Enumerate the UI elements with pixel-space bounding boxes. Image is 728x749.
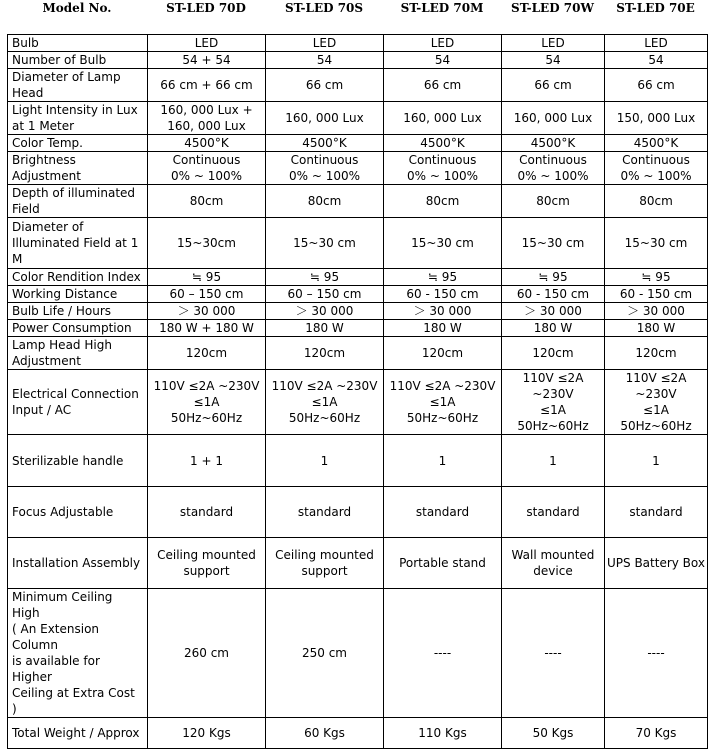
row-label: [8, 269, 148, 286]
cell-value: 120cm: [635, 346, 677, 360]
table-cell: [266, 435, 384, 487]
table-cell: [148, 718, 266, 749]
table-cell: [384, 589, 502, 718]
table-cell: [148, 435, 266, 487]
table-row: [8, 135, 708, 152]
row-label-text: Total Weight / Approx: [12, 726, 140, 740]
table-cell: [502, 135, 605, 152]
row-label: [8, 303, 148, 320]
row-label: [8, 102, 148, 135]
table-cell: [502, 337, 605, 370]
row-label: [8, 320, 148, 337]
cell-value: Ceiling mounted support: [157, 548, 256, 578]
table-cell: [266, 303, 384, 320]
table-cell: [148, 320, 266, 337]
cell-value: 4500°K: [633, 136, 679, 150]
table-row: [8, 487, 708, 538]
table-row: [8, 218, 708, 269]
cell-value: Continuous 0% ~ 100%: [517, 153, 589, 183]
table-cell: [384, 718, 502, 749]
table-row: [8, 370, 708, 435]
cell-value: 180 W + 180 W: [159, 321, 254, 335]
table-cell: [605, 435, 708, 487]
row-label: [8, 52, 148, 69]
row-label: [8, 337, 148, 370]
cell-value: 260 cm: [183, 646, 229, 660]
cell-value: ＞ 30 000: [177, 304, 236, 318]
table-cell: [384, 69, 502, 102]
table-cell: [384, 152, 502, 185]
table-cell: [605, 185, 708, 218]
table-cell: [148, 52, 266, 69]
cell-value: 180 W: [533, 321, 573, 335]
table-cell: [266, 269, 384, 286]
row-label: [8, 135, 148, 152]
cell-value: LED: [430, 36, 455, 50]
cell-value: ＞ 30 000: [627, 304, 685, 318]
table-cell: [384, 286, 502, 303]
model-number-heading: Model No.: [42, 1, 112, 15]
cell-value: 60 - 150 cm: [619, 287, 693, 301]
table-cell: [384, 102, 502, 135]
row-label: [8, 538, 148, 589]
cell-value: Continuous 0% ~ 100%: [406, 153, 479, 183]
row-label-text: Minimum Ceiling High ( An Extension Column is available for Higher Ceiling at Extra Cost ): [12, 590, 135, 716]
model-heading: ST-LED 70D: [166, 1, 246, 15]
table-row: [8, 185, 708, 218]
cell-value: 15~30 cm: [411, 236, 474, 250]
cell-value: ≒ 95: [641, 270, 671, 284]
row-label: [8, 370, 148, 435]
row-label: [8, 152, 148, 185]
table-cell: [502, 35, 605, 52]
table-cell: [148, 487, 266, 538]
table-cell: [148, 286, 266, 303]
table-cell: [502, 102, 605, 135]
row-label-text: Power Consumption: [12, 321, 132, 335]
row-label-text: Focus Adjustable: [12, 505, 114, 519]
row-label-text: Bulb: [12, 36, 39, 50]
table-cell: [502, 152, 605, 185]
table-cell: [502, 52, 605, 69]
cell-value: 180 W: [423, 321, 462, 335]
cell-value: 80cm: [307, 194, 342, 208]
table-cell: [384, 185, 502, 218]
cell-value: 4500°K: [302, 136, 347, 150]
table-cell: [605, 370, 708, 435]
row-label: [8, 435, 148, 487]
table-cell: [502, 435, 605, 487]
table-cell: [266, 370, 384, 435]
table-cell: [266, 487, 384, 538]
cell-value: 160, 000 Lux + 160, 000 Lux: [160, 103, 253, 133]
cell-value: 60 – 150 cm: [287, 287, 362, 301]
table-cell: [502, 538, 605, 589]
table-cell: [384, 435, 502, 487]
cell-value: 180 W: [305, 321, 344, 335]
cell-value: 110V ≤2A ~230V ≤1A 50Hz~60Hz: [389, 379, 496, 425]
cell-value: standard: [526, 505, 580, 519]
cell-value: Ceiling mounted support: [275, 548, 374, 578]
cell-value: 120cm: [532, 346, 574, 360]
table-cell: [502, 218, 605, 269]
cell-value: 60 - 150 cm: [516, 287, 590, 301]
model-heading: ST-LED 70W: [511, 1, 594, 15]
row-label-text: Electrical Connection Input / AC: [12, 387, 139, 417]
cell-value: 15~30 cm: [624, 236, 688, 250]
cell-value: LED: [194, 36, 219, 50]
table-cell: [266, 337, 384, 370]
cell-value: 120cm: [421, 346, 464, 360]
cell-value: 120cm: [185, 346, 228, 360]
table-cell: [605, 487, 708, 538]
cell-value: ＞ 30 000: [413, 304, 472, 318]
table-cell: [148, 152, 266, 185]
table-row: [8, 435, 708, 487]
cell-value: 150, 000 Lux: [616, 111, 696, 125]
cell-value: 110V ≤2A ~230V ≤1A 50Hz~60Hz: [153, 379, 260, 425]
table-cell: [502, 185, 605, 218]
cell-value: 80cm: [425, 194, 460, 208]
cell-value: 54: [545, 53, 561, 67]
table-row: [8, 589, 708, 718]
table-cell: [266, 152, 384, 185]
cell-value: LED: [644, 36, 668, 50]
table-row: [8, 152, 708, 185]
cell-value: 120cm: [303, 346, 346, 360]
table-header: [0, 0, 728, 34]
cell-value: standard: [179, 505, 234, 519]
table-cell: [266, 538, 384, 589]
table-cell: [605, 135, 708, 152]
cell-value: 50 Kgs: [532, 726, 574, 740]
cell-value: ----: [647, 646, 665, 660]
table-cell: [384, 35, 502, 52]
cell-value: 66 cm: [534, 78, 572, 92]
cell-value: 60 Kgs: [304, 726, 345, 740]
cell-value: Continuous 0% ~ 100%: [288, 153, 361, 183]
row-label: [8, 487, 148, 538]
table-row: [8, 69, 708, 102]
row-label-text: Depth of illuminated Field: [12, 186, 136, 216]
table-cell: [266, 286, 384, 303]
table-cell: [266, 589, 384, 718]
cell-value: 110V ≤2A ~230V ≤1A 50Hz~60Hz: [271, 379, 378, 425]
cell-value: ≒ 95: [191, 270, 222, 284]
table-cell: [266, 185, 384, 218]
cell-value: 80cm: [536, 194, 570, 208]
table-cell: [384, 269, 502, 286]
table-row: [8, 320, 708, 337]
table-cell: [384, 135, 502, 152]
row-label-text: Lamp Head High Adjustment: [12, 338, 112, 368]
model-heading: ST-LED 70M: [400, 1, 484, 15]
table-cell: [605, 35, 708, 52]
table-cell: [605, 69, 708, 102]
cell-value: 66 cm: [423, 78, 462, 92]
table-cell: [148, 538, 266, 589]
table-row: [8, 52, 708, 69]
row-label: [8, 286, 148, 303]
cell-value: 70 Kgs: [635, 726, 677, 740]
row-label-text: Color Rendition Index: [12, 270, 141, 284]
cell-value: 1: [652, 453, 660, 468]
table-cell: [266, 218, 384, 269]
table-cell: [266, 52, 384, 69]
cell-value: 110V ≤2A ~230V ≤1A 50Hz~60Hz: [517, 371, 589, 433]
row-label-text: Diameter of Illuminated Field at 1 M: [12, 220, 139, 266]
table-row: [8, 35, 708, 52]
cell-value: 1: [438, 453, 447, 468]
table-cell: [384, 320, 502, 337]
cell-value: 54 + 54: [182, 53, 231, 67]
table-cell: [384, 337, 502, 370]
cell-value: 60 – 150 cm: [169, 287, 244, 301]
cell-value: 80cm: [189, 194, 224, 208]
cell-value: 160, 000 Lux: [285, 111, 364, 125]
table-cell: [502, 718, 605, 749]
cell-value: 15~30 cm: [521, 236, 585, 250]
cell-value: standard: [629, 505, 683, 519]
cell-value: ≒ 95: [309, 270, 340, 284]
table-cell: [605, 538, 708, 589]
table-cell: [148, 135, 266, 152]
cell-value: 66 cm: [637, 78, 675, 92]
cell-value: 1 + 1: [190, 453, 223, 468]
cell-value: ----: [544, 646, 562, 660]
cell-value: 110 Kgs: [418, 726, 467, 740]
table-cell: [384, 52, 502, 69]
table-cell: [266, 718, 384, 749]
table-cell: [148, 185, 266, 218]
cell-value: LED: [541, 36, 565, 50]
cell-value: 120 Kgs: [182, 726, 231, 740]
table-cell: [148, 589, 266, 718]
cell-value: Continuous 0% ~ 100%: [170, 153, 243, 183]
cell-value: 180 W: [636, 321, 676, 335]
table-cell: [605, 52, 708, 69]
cell-value: 54: [434, 53, 451, 67]
row-label-text: Bulb Life / Hours: [12, 304, 112, 318]
table-cell: [148, 303, 266, 320]
table-cell: [266, 102, 384, 135]
table-cell: [148, 218, 266, 269]
cell-value: standard: [297, 505, 352, 519]
cell-value: ≒ 95: [538, 270, 568, 284]
cell-value: 160, 000 Lux: [513, 111, 593, 125]
table-cell: [502, 69, 605, 102]
cell-value: UPS Battery Box: [607, 556, 705, 570]
table-cell: [605, 303, 708, 320]
table-cell: [266, 135, 384, 152]
cell-value: 4500°K: [184, 136, 229, 150]
cell-value: 160, 000 Lux: [403, 111, 482, 125]
cell-value: 80cm: [639, 194, 673, 208]
cell-value: Continuous 0% ~ 100%: [620, 153, 692, 183]
table-cell: [502, 286, 605, 303]
row-label-text: Color Temp.: [12, 136, 83, 150]
table-cell: [384, 487, 502, 538]
table-row: [8, 102, 708, 135]
cell-value: 1: [549, 453, 557, 468]
table-cell: [502, 487, 605, 538]
table-cell: [502, 370, 605, 435]
cell-value: standard: [415, 505, 470, 519]
row-label: [8, 718, 148, 749]
cell-value: Portable stand: [399, 556, 486, 570]
table-cell: [502, 303, 605, 320]
table-cell: [384, 218, 502, 269]
table-cell: [148, 69, 266, 102]
cell-value: 60 - 150 cm: [406, 287, 479, 301]
table-row: [8, 538, 708, 589]
table-cell: [502, 269, 605, 286]
cell-value: ＞ 30 000: [524, 304, 582, 318]
table-cell: [266, 35, 384, 52]
table-cell: [148, 35, 266, 52]
row-label-text: Number of Bulb: [12, 53, 107, 67]
spec-table: [7, 34, 708, 749]
row-label: [8, 35, 148, 52]
cell-value: Wall mounted device: [511, 548, 595, 578]
table-row: [8, 269, 708, 286]
cell-value: 66 cm + 66 cm: [160, 78, 253, 92]
table-cell: [384, 370, 502, 435]
table-cell: [148, 102, 266, 135]
table-cell: [605, 589, 708, 718]
cell-value: ----: [433, 646, 452, 660]
table-cell: [148, 337, 266, 370]
row-label-text: Installation Assembly: [12, 556, 141, 570]
row-label-text: Sterilizable handle: [12, 453, 124, 468]
cell-value: 15~30 cm: [293, 236, 356, 250]
cell-value: 54: [316, 53, 333, 67]
cell-value: ≒ 95: [427, 270, 458, 284]
table-cell: [605, 218, 708, 269]
table-cell: [605, 152, 708, 185]
cell-value: LED: [312, 36, 337, 50]
cell-value: 66 cm: [305, 78, 344, 92]
cell-value: ＞ 30 000: [295, 304, 354, 318]
cell-value: 1: [320, 453, 329, 468]
table-cell: [605, 102, 708, 135]
table-cell: [148, 269, 266, 286]
cell-value: 4500°K: [420, 136, 465, 150]
table-cell: [502, 320, 605, 337]
table-cell: [605, 286, 708, 303]
table-row: [8, 303, 708, 320]
table-cell: [384, 303, 502, 320]
table-cell: [605, 718, 708, 749]
row-label-text: Brightness Adjustment: [12, 153, 81, 183]
row-label: [8, 185, 148, 218]
table-cell: [266, 69, 384, 102]
cell-value: 110V ≤2A ~230V ≤1A 50Hz~60Hz: [620, 371, 692, 433]
table-row: [8, 337, 708, 370]
cell-value: 15~30cm: [177, 236, 236, 250]
table-row: [8, 286, 708, 303]
cell-value: 4500°K: [530, 136, 576, 150]
row-label: [8, 589, 148, 718]
cell-value: 54: [648, 53, 664, 67]
row-label-text: Diameter of Lamp Head: [12, 70, 121, 100]
row-label-text: Working Distance: [12, 287, 118, 301]
table-cell: [605, 337, 708, 370]
table-row: [8, 718, 708, 749]
table-cell: [605, 320, 708, 337]
table-cell: [605, 269, 708, 286]
row-label-text: Light Intensity in Lux at 1 Meter: [12, 103, 138, 133]
table-cell: [502, 589, 605, 718]
cell-value: 250 cm: [301, 646, 347, 660]
model-heading: ST-LED 70E: [616, 1, 695, 15]
table-cell: [384, 538, 502, 589]
row-label: [8, 218, 148, 269]
table-cell: [148, 370, 266, 435]
table-cell: [266, 320, 384, 337]
model-heading: ST-LED 70S: [284, 1, 364, 15]
row-label: [8, 69, 148, 102]
